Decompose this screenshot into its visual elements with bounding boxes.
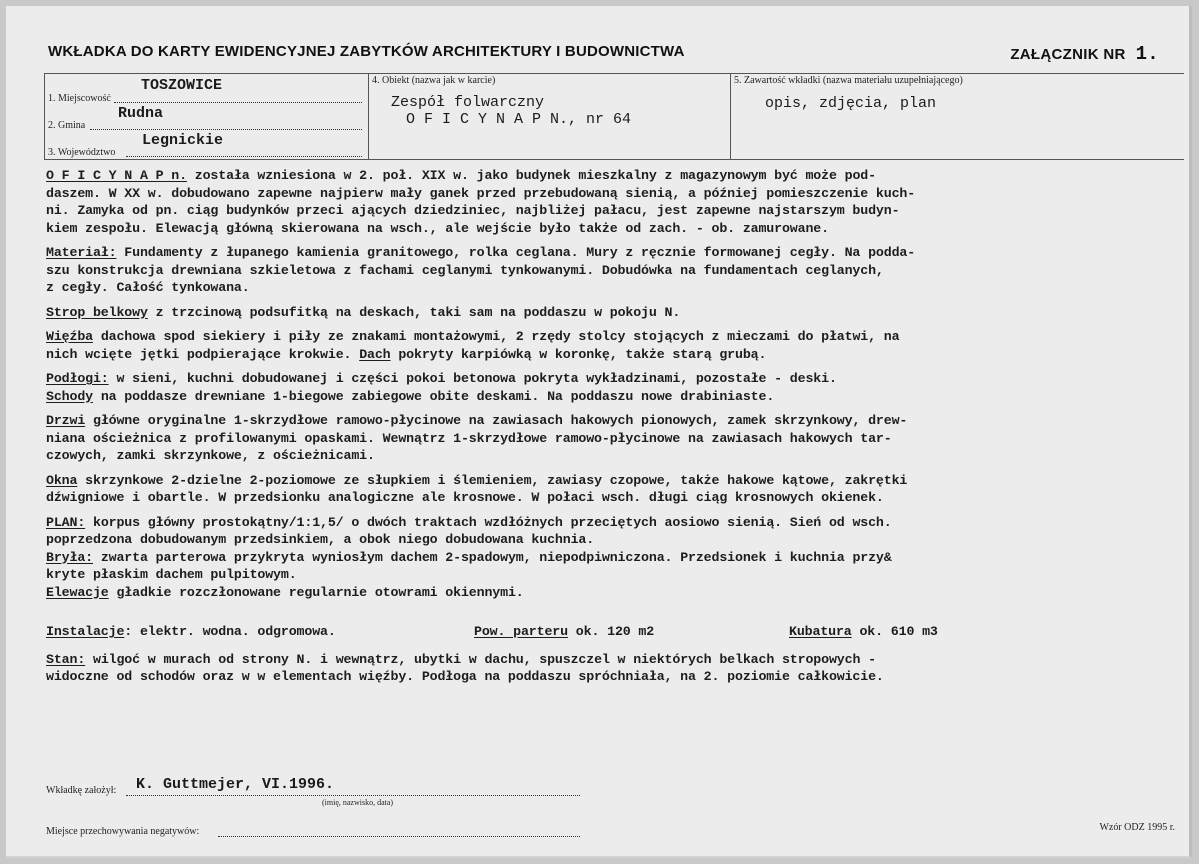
- author-hint: (imię, nazwisko, data): [322, 798, 394, 807]
- object-label: 4. Obiekt (nazwa jak w karcie): [372, 75, 496, 86]
- body-text: szu konstrukcja drewniana szkieletowa z fachami ceglanymi tynkowanymi. Dobudówka na fundamentach ceglanych,: [46, 262, 884, 278]
- area-line: [474, 623, 654, 641]
- section-heading: Dach: [359, 346, 391, 362]
- installation-line: [46, 623, 336, 641]
- body-text: główne oryginalne 1-skrzydłowe ramowo-płycinowe na zawiasach hakowych pionowych, zamek skrzynkowy, drew-: [85, 413, 908, 428]
- volume-label: Kubatura: [789, 624, 852, 639]
- body-line: [46, 447, 1194, 465]
- section-heading: Strop belkowy: [46, 304, 148, 320]
- body-text: została wzniesiona w 2. poł. XIX w. jako budynek mieszkalny z magazynowym być może pod-: [186, 168, 876, 183]
- body-text: gładkie rozczłonowane regularnie otowrami okiennymi.: [108, 584, 524, 600]
- header-divider-2: [730, 73, 731, 160]
- body-line: [46, 244, 1194, 262]
- section-heading: Więźba: [46, 329, 93, 344]
- body-text: pokryty karpiówką w koronkę, także starą grubą.: [390, 346, 767, 362]
- body-text: zwarta parterowa przykryta wyniosłym dachem 2-spadowym, niepodpiwniczona. Przedsionek i kuchnia przy&: [92, 549, 892, 565]
- body-text: skrzynkowe 2-dzielne 2-poziomowe ze słupkiem i ślemieniem, zawiasy czopowe, także hakowe kątowe, zakrętki: [77, 472, 908, 488]
- body-line: [46, 328, 1194, 346]
- contents-value: opis, zdjęcia, plan: [765, 95, 937, 112]
- locality-value: TOSZOWICE: [141, 77, 223, 94]
- body-line: [46, 304, 1194, 322]
- volume-value: ok. 610 m3: [851, 624, 938, 639]
- body-line: [46, 220, 1194, 238]
- section-heading: Elewacje: [46, 584, 109, 600]
- commune-value: Rudna: [118, 105, 164, 122]
- header-divider-1: [368, 73, 369, 160]
- voivodeship-dotline: [126, 156, 362, 157]
- condition-line-1: [46, 651, 876, 669]
- body-line: [46, 279, 1194, 297]
- section-heading: O F I C Y N A P n.: [46, 168, 187, 183]
- body-line: [46, 185, 1194, 203]
- section-heading: Okna: [46, 472, 78, 488]
- body-line: [46, 566, 1194, 584]
- body-line: [46, 514, 1194, 532]
- area-label: Pow. parteru: [474, 624, 568, 639]
- author-label: Wkładkę założył:: [46, 785, 117, 796]
- voivodeship-label: 3. Województwo: [48, 147, 116, 158]
- body-text: dźwigniowe i obartle. W przedsionku analogiczne ale krosnowe. W połaci wsch. długi ciąg krosnowych okienek.: [46, 490, 884, 505]
- body-text: czowych, zamki skrzynkowe, z ościeżnicami.: [46, 448, 375, 463]
- area-value: ok. 120 m2: [567, 624, 655, 639]
- document-sheet: [6, 6, 1192, 858]
- installation-value: : elektr. wodna. odgromowa.: [124, 624, 336, 639]
- voivodeship-value: Legnickie: [142, 132, 224, 149]
- body-text: nich wcięte jętki podpierające krokwie.: [46, 346, 360, 362]
- body-line: [46, 472, 1194, 490]
- annex-number: 1.: [1135, 43, 1159, 65]
- body-text: z cegły. Całość tynkowana.: [46, 280, 250, 295]
- section-heading: Materiał:: [46, 245, 117, 260]
- condition-text-1: wilgoć w murach od strony N. i wewnątrz, ubytki w dachu, spuszczel w niektórych belkach stropowych -: [85, 652, 876, 667]
- description-body: [46, 167, 1194, 601]
- negatives-dotline: [218, 836, 580, 837]
- condition-label: Stan:: [46, 652, 86, 667]
- negatives-label: Miejsce przechowywania negatywów:: [46, 826, 200, 837]
- body-line: [46, 388, 1194, 406]
- paragraph-gap: [46, 405, 1194, 412]
- body-text: z trzcinową podsufitką na deskach, taki sam na poddaszu w pokoju N.: [147, 304, 681, 320]
- section-heading: Schody: [46, 388, 93, 404]
- section-heading: Bryła:: [46, 549, 93, 565]
- body-text: na poddasze drewniane 1-biegowe zabiegowe obite deskami. Na poddaszu nowe drabiniaste.: [92, 388, 775, 404]
- contents-label: 5. Zawartość wkładki (nazwa materiału uzupełniającego): [734, 75, 963, 86]
- body-text: w sieni, kuchni dobudowanej i części pokoi betonowa pokryta wykładzinami, pozostałe - deski.: [108, 371, 837, 386]
- body-text: kiem zespołu. Elewacją główną skierowana na wsch., ale wejście było także od zach. - ob. zamurowane.: [46, 220, 829, 236]
- body-text: poprzedzona dobudowanym przedsinkiem, a obok niego dobudowana kuchnia.: [46, 532, 595, 547]
- document-title: WKŁADKA DO KARTY EWIDENCYJNEJ ZABYTKÓW ARCHITEKTURY I BUDOWNICTWA: [48, 43, 685, 60]
- paragraph-gap: [46, 297, 1194, 304]
- commune-dotline: [90, 129, 362, 130]
- body-line: [46, 549, 1194, 567]
- annex-text: ZAŁĄCZNIK NR: [1010, 46, 1126, 63]
- body-text: korpus główny prostokątny/1:1,5/ o dwóch traktach wzdłóżnych przeciętych aosiowo sienią. Sień od wsch.: [85, 514, 892, 530]
- body-line: [46, 370, 1194, 388]
- section-heading: Drzwi: [46, 413, 86, 428]
- body-line: [46, 531, 1194, 549]
- installation-label: Instalacje: [46, 624, 125, 639]
- body-text: ni. Zamyka od pn. ciąg budynków przeci ających dziedziniec, najbliżej pałacu, jest zapewne najstarszym budyn-: [46, 203, 900, 218]
- body-text: daszem. W XX w. dobudowano zapewne najpierw mały ganek przed przebudowaną sienią, a później pomieszczenie kuch-: [46, 185, 916, 201]
- header-left-rule: [44, 73, 45, 160]
- form-reference: Wzór ODZ 1995 r.: [1099, 822, 1175, 833]
- paragraph-gap: [46, 465, 1194, 472]
- body-line: [46, 430, 1194, 448]
- object-line-2: O F I C Y N A P N., nr 64: [406, 111, 632, 128]
- condition-line-2: widoczne od schodów oraz w w elementach więźby. Podłoga na poddaszu spróchniała, na 2. poziomie całkowicie.: [46, 669, 884, 684]
- body-text: Fundamenty z łupanego kamienia granitowego, rolka ceglana. Mury z ręcznie formowanej cegły. Na podda-: [116, 245, 916, 260]
- paragraph-gap: [46, 363, 1194, 370]
- object-line-1: Zespół folwarczny: [391, 94, 545, 111]
- body-line: [46, 202, 1194, 220]
- body-line: [46, 584, 1194, 602]
- header-top-rule: [44, 73, 1184, 74]
- locality-label: 1. Miejscowość: [48, 93, 111, 104]
- body-text: kryte płaskim dachem pulpitowym.: [46, 567, 297, 582]
- volume-line: [789, 623, 938, 641]
- section-heading: PLAN:: [46, 514, 86, 530]
- section-heading: Podłogi:: [46, 371, 109, 386]
- body-line: [46, 167, 1194, 185]
- body-line: [46, 412, 1194, 430]
- body-line: [46, 262, 1194, 280]
- paragraph-gap: [46, 321, 1194, 328]
- author-value: K. Guttmejer, VI.1996.: [136, 776, 335, 793]
- annex-label: [1010, 43, 1159, 65]
- header-bottom-rule: [44, 159, 1184, 160]
- paragraph-gap: [46, 237, 1194, 244]
- body-text: dachowa spod siekiery i piły ze znakami montażowymi, 2 rzędy stolcy stojących z mieczami do płatwi, na: [92, 329, 900, 344]
- body-line: [46, 346, 1194, 364]
- paragraph-gap: [46, 507, 1194, 514]
- author-dotline: [126, 795, 580, 796]
- body-line: [46, 489, 1194, 507]
- locality-dotline: [114, 102, 362, 103]
- commune-label: 2. Gmina: [48, 120, 86, 131]
- body-text: niana ościeżnica z profilowanymi opaskami. Wewnątrz 1-skrzydłowe ramowo-płycinowe na zawiasach hakowych tar-: [46, 430, 892, 446]
